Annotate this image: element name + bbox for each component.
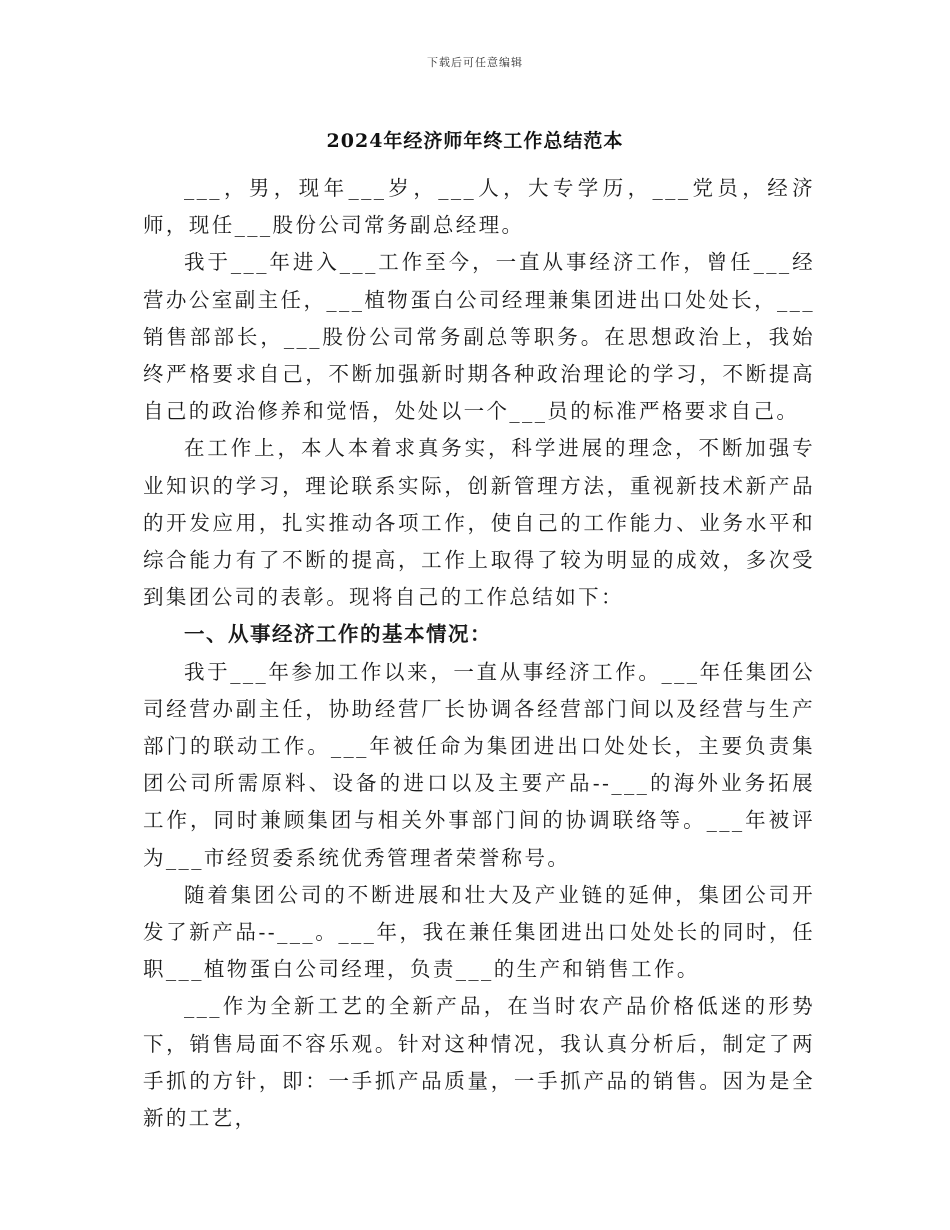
section-heading: 一、从事经济工作的基本情况：	[184, 622, 492, 647]
paragraph: 在工作上，本人本着求真务实，科学进展的理念，不断加强专业知识的学习，理论联系实际，创新管理方法，重视新技术新产品的开发应用，扎实推动各项工作，使自己的工作能力、业务水平和综合能力有了不断的提高，工作上取得了较为明显的成效，多次受到集团公司的表彰。现将自己的工作总结如下：	[143, 436, 815, 610]
document-body	[143, 170, 815, 1137]
paragraph: ___，男，现年___岁，___人，大专学历，___党员，经济师，现任___股份公司常务副总经理。	[143, 176, 815, 238]
paragraph: 随着集团公司的不断进展和壮大及产业链的延伸，集团公司开发了新产品--___。___年，我在兼任集团进出口处处长的同时，任职___植物蛋白公司经理，负责___的生产和销售工作。	[143, 882, 815, 982]
paragraph: 我于___年参加工作以来，一直从事经济工作。___年任集团公司经营办副主任，协助经营厂长协调各经营部门间以及经营与生产部门的联动工作。___年被任命为集团进出口处处长，主要负责集团公司所需原料、设备的进口以及主要产品--___的海外业务拓展工作，同时兼顾集团与相关外事部门间的协调联络等。___年被评为___市经贸委系统优秀管理者荣誉称号。	[143, 659, 815, 870]
header-note: 下载后可任意编辑	[427, 56, 523, 69]
paragraph: 我于___年进入___工作至今，一直从事经济工作，曾任___经营办公室副主任，___植物蛋白公司经理兼集团进出口处处长，___销售部部长，___股份公司常务副总等职务。在思想政治上，我始终严格要求自己，不断加强新时期各种政治理论的学习，不断提高自己的政治修养和觉悟，处处以一个___员的标准严格要求自己。	[143, 250, 815, 424]
paragraph: ___作为全新工艺的全新产品，在当时农产品价格低迷的形势下，销售局面不容乐观。针对这种情况，我认真分析后，制定了两手抓的方针，即：一手抓产品质量，一手抓产品的销售。因为是全新的工艺，	[143, 994, 815, 1131]
document-title: 2024年经济师年终工作总结范本	[326, 130, 624, 152]
